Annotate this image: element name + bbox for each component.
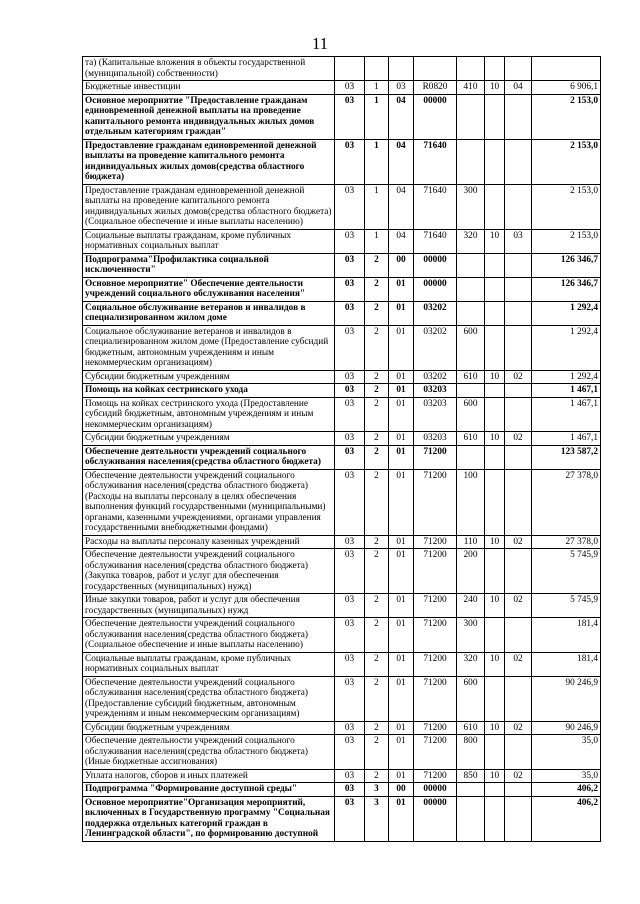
direction-code-cell: 00000: [414, 783, 457, 797]
program-code-cell: 03: [335, 445, 365, 469]
row-name-cell: Субсидии бюджетным учреждениям: [83, 370, 335, 384]
section-cell: 10: [485, 81, 505, 95]
table-row: [83, 618, 601, 653]
row-name-cell: Обеспечение деятельности учреждений социального обслуживания населения(средства областного бюджета): [83, 445, 335, 469]
row-name-cell: Основное мероприятие "Предоставление гражданам единовременной денежной выплаты на проведение капитального ремонта индивидуальных жилых домов отдельным категориям граждан": [83, 94, 335, 139]
subsection-cell: [505, 325, 532, 370]
activity-code-cell: 01: [389, 370, 414, 384]
program-code-cell: 03: [335, 139, 365, 184]
table-row: [83, 445, 601, 469]
direction-code-cell: 71640: [414, 229, 457, 253]
expense-type-cell: 240: [457, 594, 485, 618]
program-code-cell: 03: [335, 301, 365, 325]
subprogram-code-cell: 2: [365, 594, 389, 618]
expense-type-cell: [457, 57, 485, 81]
table-row: [83, 57, 601, 81]
subprogram-code-cell: 1: [365, 229, 389, 253]
subsection-cell: [505, 549, 532, 594]
subprogram-code-cell: 2: [365, 721, 389, 735]
subsection-cell: [505, 783, 532, 797]
subprogram-code-cell: 2: [365, 445, 389, 469]
program-code-cell: 03: [335, 81, 365, 95]
expense-type-cell: [457, 445, 485, 469]
direction-code-cell: 03203: [414, 384, 457, 398]
expense-type-cell: [457, 796, 485, 841]
activity-code-cell: 01: [389, 796, 414, 841]
row-name-cell: Расходы на выплаты персоналу казенных учреждений: [83, 535, 335, 549]
program-code-cell: 03: [335, 370, 365, 384]
program-code-cell: 03: [335, 397, 365, 432]
subsection-cell: [505, 796, 532, 841]
section-cell: 10: [485, 769, 505, 783]
section-cell: [485, 445, 505, 469]
activity-code-cell: 00: [389, 253, 414, 277]
program-code-cell: 03: [335, 535, 365, 549]
section-cell: [485, 783, 505, 797]
table-row: [83, 783, 601, 797]
expense-type-cell: [457, 253, 485, 277]
direction-code-cell: 71200: [414, 549, 457, 594]
program-code-cell: 03: [335, 253, 365, 277]
activity-code-cell: 01: [389, 618, 414, 653]
section-cell: [485, 618, 505, 653]
direction-code-cell: [414, 57, 457, 81]
activity-code-cell: 01: [389, 721, 414, 735]
direction-code-cell: 71640: [414, 184, 457, 229]
row-name-cell: Обеспечение деятельности учреждений социального обслуживания населения(средства областного бюджета) (Социальное обеспечение и иные выплаты населению): [83, 618, 335, 653]
subprogram-code-cell: 1: [365, 94, 389, 139]
row-name-cell: Иные закупки товаров, работ и услуг для обеспечения государственных (муниципальных) нужд: [83, 594, 335, 618]
subsection-cell: [505, 445, 532, 469]
activity-code-cell: 01: [389, 445, 414, 469]
amount-cell: 35,0: [532, 735, 601, 770]
amount-cell: [532, 57, 601, 81]
table-row: [83, 594, 601, 618]
subprogram-code-cell: 2: [365, 469, 389, 535]
expense-type-cell: [457, 94, 485, 139]
row-name-cell: Подпрограмма "Формирование доступной среды": [83, 783, 335, 797]
row-name-cell: Основное мероприятие"Организация мероприятий, включенных в Государственную программу "Социальная поддержка отдельных категорий граждан в Ленинградской области", по формированию доступной: [83, 796, 335, 841]
amount-cell: 90 246,9: [532, 676, 601, 721]
program-code-cell: 03: [335, 432, 365, 446]
subsection-cell: [505, 184, 532, 229]
section-cell: [485, 277, 505, 301]
activity-code-cell: [389, 57, 414, 81]
subprogram-code-cell: 2: [365, 277, 389, 301]
subsection-cell: 03: [505, 229, 532, 253]
expense-type-cell: 300: [457, 618, 485, 653]
program-code-cell: 03: [335, 618, 365, 653]
subsection-cell: 02: [505, 594, 532, 618]
expense-type-cell: 200: [457, 549, 485, 594]
amount-cell: 1 292,4: [532, 301, 601, 325]
table-row: [83, 94, 601, 139]
subsection-cell: 04: [505, 81, 532, 95]
activity-code-cell: 04: [389, 94, 414, 139]
section-cell: [485, 384, 505, 398]
direction-code-cell: 03203: [414, 397, 457, 432]
section-cell: [485, 397, 505, 432]
amount-cell: 27 378,0: [532, 469, 601, 535]
program-code-cell: 03: [335, 229, 365, 253]
program-code-cell: 03: [335, 277, 365, 301]
activity-code-cell: 04: [389, 229, 414, 253]
subsection-cell: [505, 676, 532, 721]
subprogram-code-cell: 2: [365, 735, 389, 770]
amount-cell: 181,4: [532, 652, 601, 676]
row-name-cell: Обеспечение деятельности учреждений социального обслуживания населения(средства областного бюджета) (Предоставление субсидий бюджетным, автономным учреждениям и иным некоммерческим организациям): [83, 676, 335, 721]
program-code-cell: [335, 57, 365, 81]
direction-code-cell: 00000: [414, 796, 457, 841]
program-code-cell: 03: [335, 469, 365, 535]
amount-cell: 126 346,7: [532, 253, 601, 277]
row-name-cell: Помощь на койках сестринского ухода: [83, 384, 335, 398]
row-name-cell: Уплата налогов, сборов и иных платежей: [83, 769, 335, 783]
program-code-cell: 03: [335, 796, 365, 841]
table-row: [83, 721, 601, 735]
program-code-cell: 03: [335, 735, 365, 770]
subsection-cell: [505, 94, 532, 139]
section-cell: [485, 139, 505, 184]
direction-code-cell: 71200: [414, 769, 457, 783]
subprogram-code-cell: 2: [365, 769, 389, 783]
subsection-cell: [505, 139, 532, 184]
row-name-cell: Предоставление гражданам единовременной денежной выплаты на проведение капитального ремонта индивидуальных жилых домов(средства областного бюджета): [83, 139, 335, 184]
direction-code-cell: 03202: [414, 325, 457, 370]
section-cell: 10: [485, 229, 505, 253]
row-name-cell: Обеспечение деятельности учреждений социального обслуживания населения(средства областного бюджета) (Иные бюджетные ассигнования): [83, 735, 335, 770]
direction-code-cell: R0820: [414, 81, 457, 95]
table-row: [83, 139, 601, 184]
subsection-cell: 02: [505, 652, 532, 676]
section-cell: [485, 301, 505, 325]
activity-code-cell: 01: [389, 325, 414, 370]
program-code-cell: 03: [335, 721, 365, 735]
subsection-cell: [505, 277, 532, 301]
table-row: [83, 229, 601, 253]
subprogram-code-cell: 2: [365, 549, 389, 594]
activity-code-cell: 01: [389, 277, 414, 301]
subprogram-code-cell: 2: [365, 397, 389, 432]
row-name-cell: Подпрограмма"Профилактика социальной исключенности": [83, 253, 335, 277]
row-name-cell: Помощь на койках сестринского ухода (Предоставление субсидий бюджетным, автономным учреждениям и иным некоммерческим организациям): [83, 397, 335, 432]
row-name-cell: Обеспечение деятельности учреждений социального обслуживания населения(средства областного бюджета) (Расходы на выплаты персоналу в целях обеспечения выполнения функций государственными (муниципальными) органами, казенными учреждениями, органами управления государственными внебюджетными фондами): [83, 469, 335, 535]
expense-type-cell: 320: [457, 652, 485, 676]
table-row: [83, 384, 601, 398]
subprogram-code-cell: 2: [365, 301, 389, 325]
subsection-cell: 02: [505, 432, 532, 446]
subsection-cell: [505, 384, 532, 398]
row-name-cell: Обеспечение деятельности учреждений социального обслуживания населения(средства областного бюджета) (Закупка товаров, работ и услуг для обеспечения государственных (муниципальных) нужд): [83, 549, 335, 594]
activity-code-cell: 01: [389, 397, 414, 432]
subsection-cell: 02: [505, 721, 532, 735]
program-code-cell: 03: [335, 783, 365, 797]
activity-code-cell: 04: [389, 139, 414, 184]
program-code-cell: 03: [335, 549, 365, 594]
expense-type-cell: 110: [457, 535, 485, 549]
subsection-cell: [505, 253, 532, 277]
activity-code-cell: 01: [389, 549, 414, 594]
amount-cell: 6 906,1: [532, 81, 601, 95]
section-cell: [485, 676, 505, 721]
subprogram-code-cell: 2: [365, 676, 389, 721]
direction-code-cell: 00000: [414, 94, 457, 139]
subprogram-code-cell: 2: [365, 253, 389, 277]
direction-code-cell: 03202: [414, 301, 457, 325]
table-row: [83, 81, 601, 95]
section-cell: 10: [485, 535, 505, 549]
subsection-cell: [505, 301, 532, 325]
subsection-cell: [505, 397, 532, 432]
program-code-cell: 03: [335, 594, 365, 618]
amount-cell: 27 378,0: [532, 535, 601, 549]
table-row: [83, 301, 601, 325]
subprogram-code-cell: 1: [365, 184, 389, 229]
subprogram-code-cell: 2: [365, 652, 389, 676]
expense-type-cell: [457, 139, 485, 184]
direction-code-cell: 00000: [414, 277, 457, 301]
table-row: [83, 796, 601, 841]
program-code-cell: 03: [335, 384, 365, 398]
table-row: [83, 652, 601, 676]
amount-cell: 2 153,0: [532, 229, 601, 253]
amount-cell: 1 467,1: [532, 397, 601, 432]
expense-type-cell: 610: [457, 432, 485, 446]
expense-type-cell: 610: [457, 721, 485, 735]
expense-type-cell: 600: [457, 397, 485, 432]
table-row: [83, 676, 601, 721]
subprogram-code-cell: 2: [365, 618, 389, 653]
amount-cell: 2 153,0: [532, 184, 601, 229]
expense-type-cell: 100: [457, 469, 485, 535]
section-cell: [485, 57, 505, 81]
expense-type-cell: [457, 277, 485, 301]
amount-cell: 90 246,9: [532, 721, 601, 735]
activity-code-cell: 01: [389, 676, 414, 721]
subsection-cell: 02: [505, 370, 532, 384]
subprogram-code-cell: 2: [365, 384, 389, 398]
section-cell: [485, 325, 505, 370]
section-cell: [485, 796, 505, 841]
expense-type-cell: [457, 384, 485, 398]
direction-code-cell: 71200: [414, 469, 457, 535]
subprogram-code-cell: 3: [365, 796, 389, 841]
table-row: [83, 253, 601, 277]
table-row: [83, 370, 601, 384]
subprogram-code-cell: 2: [365, 325, 389, 370]
table-row: [83, 397, 601, 432]
activity-code-cell: 01: [389, 769, 414, 783]
amount-cell: 1 292,4: [532, 325, 601, 370]
row-name-cell: Социальное обслуживание ветеранов и инвалидов в специализированном жилом доме: [83, 301, 335, 325]
direction-code-cell: 71200: [414, 652, 457, 676]
amount-cell: 126 346,7: [532, 277, 601, 301]
activity-code-cell: 01: [389, 301, 414, 325]
subsection-cell: [505, 735, 532, 770]
row-name-cell: Социальное обслуживание ветеранов и инвалидов в специализированном жилом доме (Предоставление субсидий бюджетным, автономным учреждениям и иным некоммерческим организациям): [83, 325, 335, 370]
program-code-cell: 03: [335, 676, 365, 721]
amount-cell: 5 745,9: [532, 549, 601, 594]
row-name-cell: Основное мероприятие" Обеспечение деятельности учреждений социального обслуживания населения": [83, 277, 335, 301]
direction-code-cell: 71200: [414, 618, 457, 653]
section-cell: [485, 469, 505, 535]
direction-code-cell: 71200: [414, 594, 457, 618]
section-cell: 10: [485, 370, 505, 384]
section-cell: 10: [485, 432, 505, 446]
table-row: [83, 432, 601, 446]
expense-type-cell: 600: [457, 325, 485, 370]
activity-code-cell: 01: [389, 469, 414, 535]
section-cell: 10: [485, 721, 505, 735]
expense-type-cell: [457, 783, 485, 797]
program-code-cell: 03: [335, 652, 365, 676]
subprogram-code-cell: 1: [365, 139, 389, 184]
section-cell: [485, 184, 505, 229]
activity-code-cell: 01: [389, 594, 414, 618]
table-row: [83, 769, 601, 783]
subprogram-code-cell: [365, 57, 389, 81]
expense-type-cell: 300: [457, 184, 485, 229]
table-row: [83, 735, 601, 770]
amount-cell: 2 153,0: [532, 94, 601, 139]
amount-cell: 123 587,2: [532, 445, 601, 469]
amount-cell: 1 467,1: [532, 432, 601, 446]
direction-code-cell: 03202: [414, 370, 457, 384]
amount-cell: 406,2: [532, 796, 601, 841]
section-cell: 10: [485, 594, 505, 618]
expense-type-cell: 410: [457, 81, 485, 95]
table-row: [83, 535, 601, 549]
row-name-cell: Субсидии бюджетным учреждениям: [83, 432, 335, 446]
expense-type-cell: 610: [457, 370, 485, 384]
activity-code-cell: 01: [389, 432, 414, 446]
row-name-cell: Социальные выплаты гражданам, кроме публичных нормативных социальных выплат: [83, 652, 335, 676]
activity-code-cell: 01: [389, 535, 414, 549]
section-cell: [485, 253, 505, 277]
program-code-cell: 03: [335, 184, 365, 229]
budget-table: [82, 56, 601, 842]
table-row: [83, 469, 601, 535]
expense-type-cell: 850: [457, 769, 485, 783]
table-row: [83, 277, 601, 301]
amount-cell: 35,0: [532, 769, 601, 783]
subsection-cell: [505, 469, 532, 535]
activity-code-cell: 01: [389, 384, 414, 398]
activity-code-cell: 00: [389, 783, 414, 797]
subsection-cell: 02: [505, 535, 532, 549]
expense-type-cell: 600: [457, 676, 485, 721]
amount-cell: 1 467,1: [532, 384, 601, 398]
amount-cell: 181,4: [532, 618, 601, 653]
subprogram-code-cell: 1: [365, 81, 389, 95]
subprogram-code-cell: 2: [365, 535, 389, 549]
expense-type-cell: 320: [457, 229, 485, 253]
subprogram-code-cell: 2: [365, 432, 389, 446]
row-name-cell: та) (Капитальные вложения в объекты государственной (муниципальной) собственности): [83, 57, 335, 81]
amount-cell: 5 745,9: [532, 594, 601, 618]
expense-type-cell: [457, 301, 485, 325]
activity-code-cell: 01: [389, 652, 414, 676]
amount-cell: 1 292,4: [532, 370, 601, 384]
direction-code-cell: 71200: [414, 445, 457, 469]
expense-type-cell: 800: [457, 735, 485, 770]
subsection-cell: 02: [505, 769, 532, 783]
program-code-cell: 03: [335, 769, 365, 783]
row-name-cell: Бюджетные инвестиции: [83, 81, 335, 95]
program-code-cell: 03: [335, 325, 365, 370]
direction-code-cell: 71640: [414, 139, 457, 184]
subsection-cell: [505, 618, 532, 653]
amount-cell: 2 153,0: [532, 139, 601, 184]
section-cell: 10: [485, 652, 505, 676]
direction-code-cell: 03203: [414, 432, 457, 446]
direction-code-cell: 71200: [414, 535, 457, 549]
row-name-cell: Предоставление гражданам единовременной денежной выплаты на проведение капитального ремонта индивидуальных жилых домов(средства областного бюджета) (Социальное обеспечение и иные выплаты населению): [83, 184, 335, 229]
direction-code-cell: 71200: [414, 676, 457, 721]
activity-code-cell: 04: [389, 184, 414, 229]
row-name-cell: Субсидии бюджетным учреждениям: [83, 721, 335, 735]
page-number: 11: [311, 34, 329, 53]
direction-code-cell: 71200: [414, 735, 457, 770]
program-code-cell: 03: [335, 94, 365, 139]
row-name-cell: Социальные выплаты гражданам, кроме публичных нормативных социальных выплат: [83, 229, 335, 253]
amount-cell: 406,2: [532, 783, 601, 797]
activity-code-cell: 03: [389, 81, 414, 95]
direction-code-cell: 71200: [414, 721, 457, 735]
subsection-cell: [505, 57, 532, 81]
direction-code-cell: 00000: [414, 253, 457, 277]
section-cell: [485, 549, 505, 594]
section-cell: [485, 94, 505, 139]
subprogram-code-cell: 2: [365, 370, 389, 384]
subprogram-code-cell: 3: [365, 783, 389, 797]
section-cell: [485, 735, 505, 770]
table-row: [83, 325, 601, 370]
table-row: [83, 184, 601, 229]
activity-code-cell: 01: [389, 735, 414, 770]
table-row: [83, 549, 601, 594]
